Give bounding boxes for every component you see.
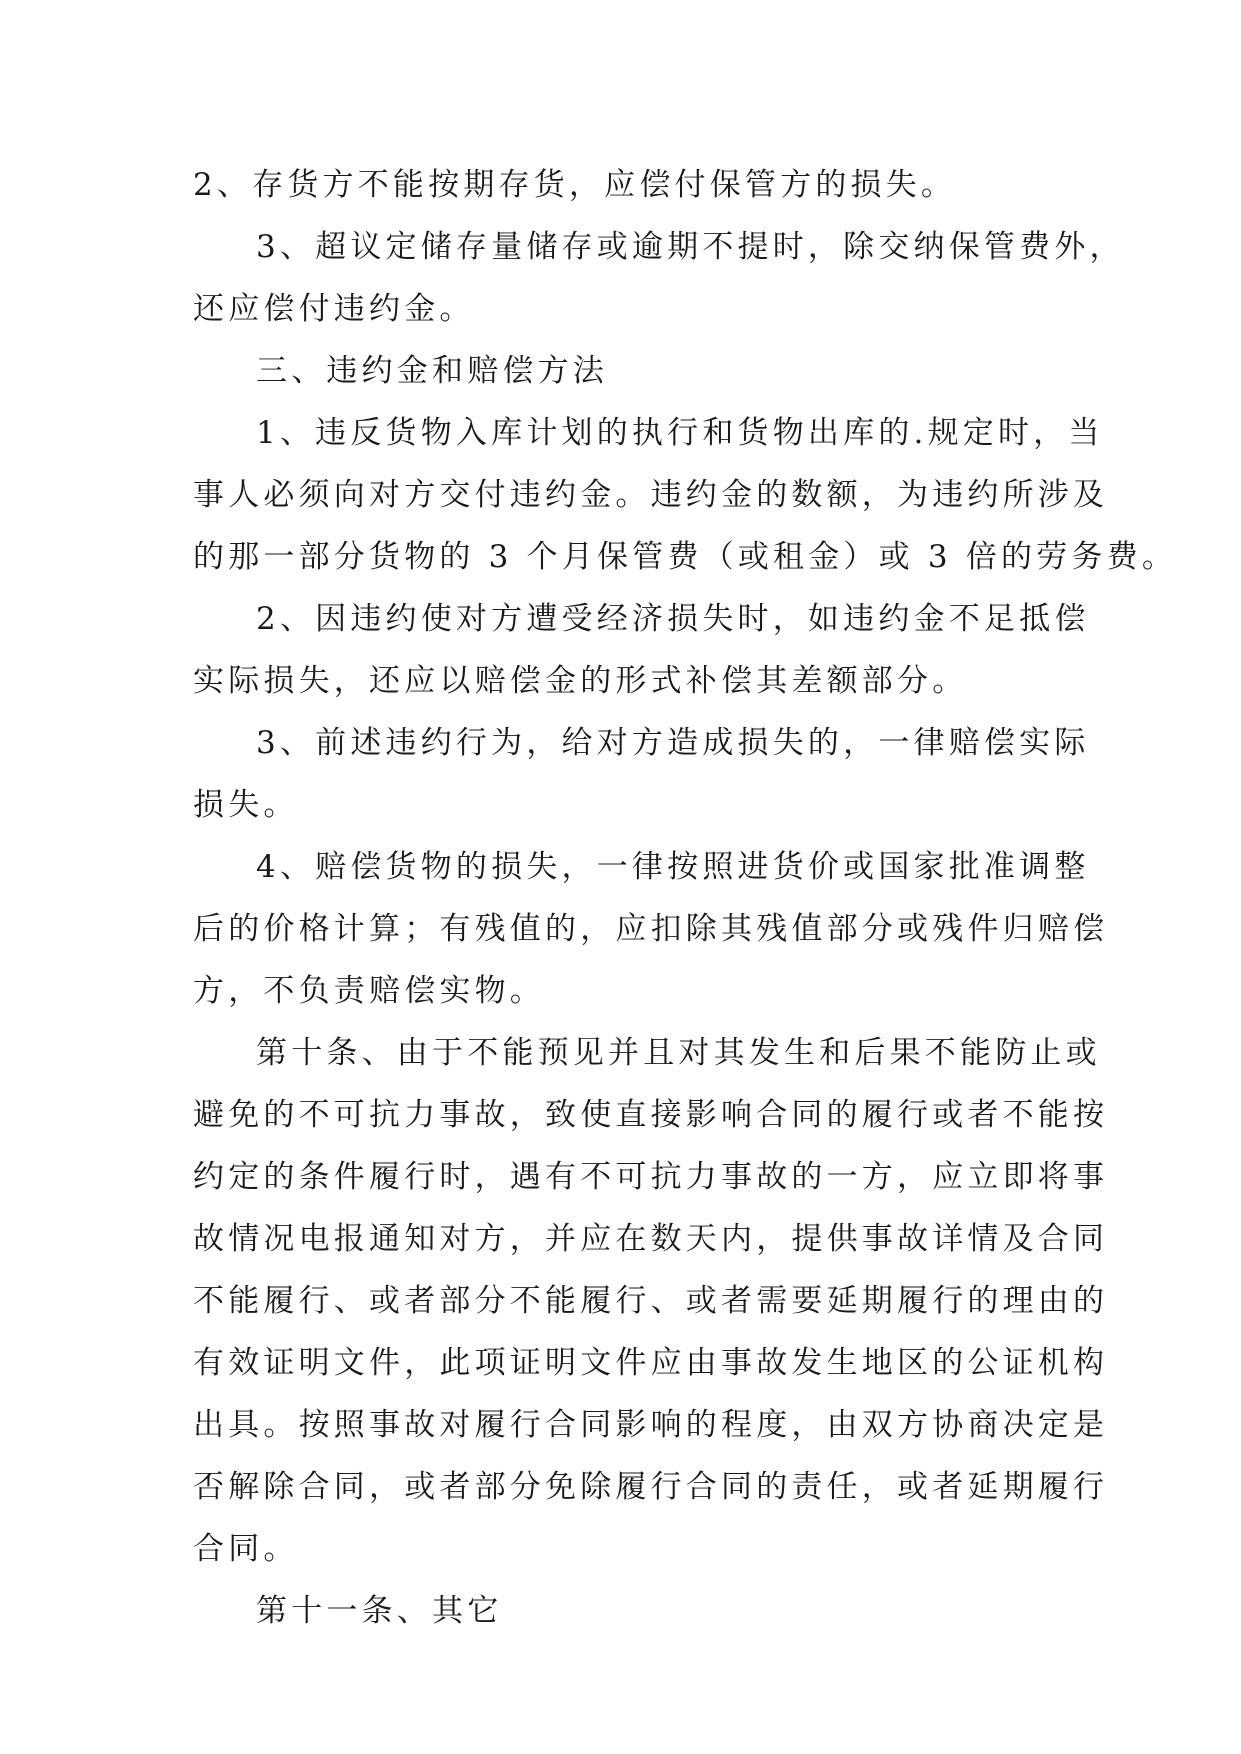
- text-line-5: 1、违反货物入库计划的执行和货物出库的.规定时，当: [256, 415, 1104, 451]
- text-line-9: 实际损失，还应以赔偿金的形式补偿其差额部分。: [193, 663, 968, 699]
- section-heading-other: 第十一条、其它: [256, 1593, 503, 1629]
- text-line-14: 方，不负责赔偿实物。: [193, 973, 545, 1009]
- text-line-2: 3、超议定储存量储存或逾期不提时，除交纳保管费外，: [256, 229, 1125, 265]
- text-line-22: 否解除合同，或者部分免除履行合同的责任，或者延期履行: [193, 1469, 1109, 1505]
- text-line-20: 有效证明文件，此项证明文件应由事故发生地区的公证机构: [193, 1345, 1109, 1381]
- text-line-12: 4、赔偿货物的损失，一律按照进货价或国家批准调整: [256, 849, 1090, 885]
- text-line-13: 后的价格计算；有残值的，应扣除其残值部分或残件归赔偿: [193, 911, 1109, 947]
- text-line-19: 不能履行、或者部分不能履行、或者需要延期履行的理由的: [193, 1283, 1109, 1319]
- text-line-18: 故情况电报通知对方，并应在数天内，提供事故详情及合同: [193, 1221, 1109, 1257]
- section-heading: 三、违约金和赔偿方法: [256, 353, 608, 389]
- text-line-21: 出具。按照事故对履行合同影响的程度，由双方协商决定是: [193, 1407, 1109, 1443]
- text-line-23: 合同。: [193, 1531, 299, 1567]
- text-line-16: 避免的不可抗力事故，致使直接影响合同的履行或者不能按: [193, 1097, 1109, 1133]
- text-line-17: 约定的条件履行时，遇有不可抗力事故的一方，应立即将事: [193, 1159, 1109, 1195]
- text-line-11: 损失。: [193, 787, 299, 823]
- text-line-3: 还应偿付违约金。: [193, 291, 475, 327]
- text-line-10: 3、前述违约行为，给对方造成损失的，一律赔偿实际: [256, 725, 1090, 761]
- text-line-6: 事人必须向对方交付违约金。违约金的数额，为违约所涉及: [193, 477, 1109, 513]
- text-line-15: 第十条、由于不能预见并且对其发生和后果不能防止或: [256, 1035, 1101, 1071]
- text-line-8: 2、因违约使对方遭受经济损失时，如违约金不足抵偿: [256, 601, 1090, 637]
- text-line-7: 的那一部分货物的 3 个月保管费（或租金）或 3 倍的劳务费。: [193, 539, 1178, 575]
- text-line-1: 2、存货方不能按期存货，应偿付保管方的损失。: [193, 167, 957, 203]
